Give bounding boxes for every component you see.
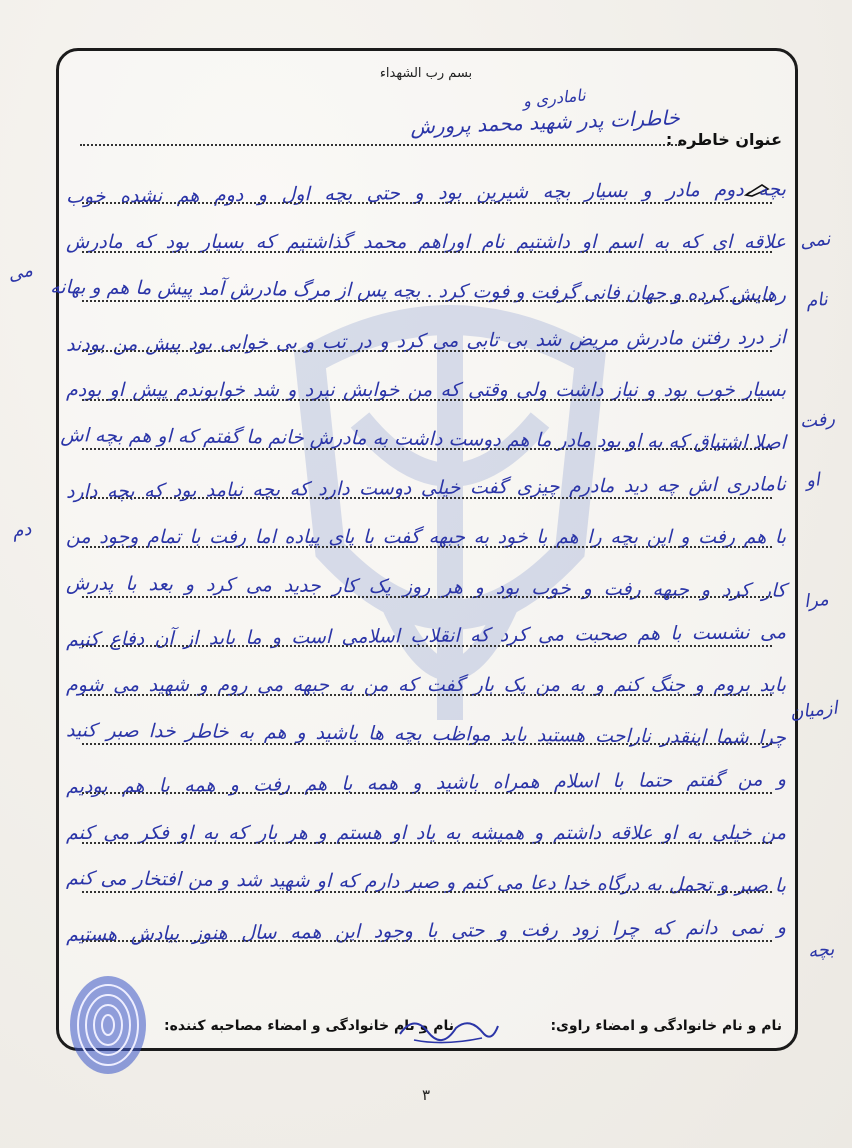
margin-note-left: دم	[10, 518, 33, 543]
handwritten-line: نامادری اش چه دید مادرم چیزی گفت خیلی دوست دارد که بچه نیامد بود که بچه دارد	[65, 473, 787, 503]
margin-note-right: ازمیان	[789, 697, 839, 724]
memoir-title-value: خاطرات پدر شهید محمد پرورش	[410, 105, 681, 139]
handwritten-line: رهایش کرده و جهان فانی گرفت و فوت کرد . بچه پس از مرگ مادرش آمد پیش ما هم و بهانه	[50, 276, 787, 307]
handwritten-line: و نمی دانم که چرا زود رفت و حتی با وجود این همه سال هنوز بیادش هستیم	[65, 916, 787, 946]
dotted-rule	[82, 350, 772, 352]
dotted-rule	[82, 596, 772, 598]
handwritten-line: چرا شما اینقدر ناراحت هستید باید مواظب بچه ها باشید و هم به خاطر خدا صبر کنید	[65, 719, 787, 749]
handwritten-line: از درد رفتن مادرش مریض شد بی تابی می کرد و در تب و بی خوابی بود پیش من بودند	[65, 325, 787, 356]
handwritten-line: بچه دوم مادر و بسیار بچه شیرین بود و حتی بچه اول و دوم هم نشده خوب	[65, 178, 787, 208]
handwritten-line: علاقه ای که به اسم او داشتیم نام اوراهم محمد گذاشتیم که بسیار بود که مادرش	[66, 231, 786, 254]
dotted-rule	[82, 300, 772, 302]
margin-note-right: بچه	[806, 938, 836, 963]
dotted-rule	[82, 399, 772, 401]
handwritten-line: با صبر و تحمل به درگاه خدا دعا می کنم و صبر دارم که او شهید شد و من افتخار می کنم	[65, 867, 787, 897]
handwritten-line: و من گفتم حتما با اسلام همراه باشید و همه با هم رفت و همه با هم بودیم	[65, 768, 787, 799]
dotted-rule	[82, 251, 772, 253]
handwritten-line: با هم رفت و این بچه را هم با خود به جبهه گفت با پای پیاده اما رفت با تمام وجود من	[66, 526, 786, 549]
margin-note-right: نمی	[798, 228, 832, 253]
dotted-rule	[82, 940, 772, 942]
dotted-rule	[82, 743, 772, 745]
narrator-signature-label: نام و نام خانوادگی و امضاء راوی:	[550, 1018, 782, 1034]
page-number: ۳	[421, 1086, 431, 1104]
margin-note-right: رفت	[798, 408, 836, 433]
dotted-rule	[82, 448, 772, 450]
dotted-rule	[82, 546, 772, 548]
handwritten-line: باید بروم و جنگ کنم و به من یک بار گفت که من به جبهه می روم و شهید می شوم	[66, 674, 786, 696]
signature-mark	[394, 1008, 504, 1048]
bismillah-heading: بسم رب الشهداء	[379, 66, 473, 81]
handwritten-line: بسیار خوب بود و نیاز داشت ولی وقتی که من خوابش نبرد و شد خوابوندم پیش او بودم	[66, 378, 786, 401]
dotted-rule	[82, 497, 772, 499]
dotted-rule	[82, 645, 772, 647]
memoir-title-note: نامادری و	[521, 85, 587, 111]
dotted-rule	[82, 792, 772, 794]
title-dotted-line	[80, 144, 680, 146]
handwritten-line: می نشست با هم صحبت می کرد که انقلاب اسلامی است و ما باید از آن دفاع کنیم	[65, 621, 787, 651]
dotted-rule	[82, 694, 772, 696]
margin-note-right: او	[804, 469, 821, 492]
handwritten-line: اصلا اشتیاق که به او بود مادر ما هم دوست داشت به مادرش خانم ما گفتم که او هم بچه اش	[60, 424, 787, 454]
handwritten-line: کار کرد و جبهه رفت و خوب بود و هر روز یک کار جدید می کرد و بعد با پدرش	[65, 571, 787, 602]
interviewer-signature-label: نام و نام خانوادگی و امضاء مصاحبه کننده:	[164, 1018, 454, 1034]
dotted-rule	[82, 202, 772, 204]
memoir-title-label: عنوان خاطره :	[665, 130, 782, 149]
dotted-rule	[82, 842, 772, 844]
margin-note-left: می	[6, 259, 35, 286]
margin-note-right: نام	[804, 288, 829, 313]
dotted-rule	[82, 891, 772, 893]
handwritten-line: من خیلی به او علاقه داشتم و همیشه به یاد او هستم و هر بار که به او فکر می کنم	[66, 821, 786, 844]
margin-note-right: مرا	[802, 588, 830, 613]
